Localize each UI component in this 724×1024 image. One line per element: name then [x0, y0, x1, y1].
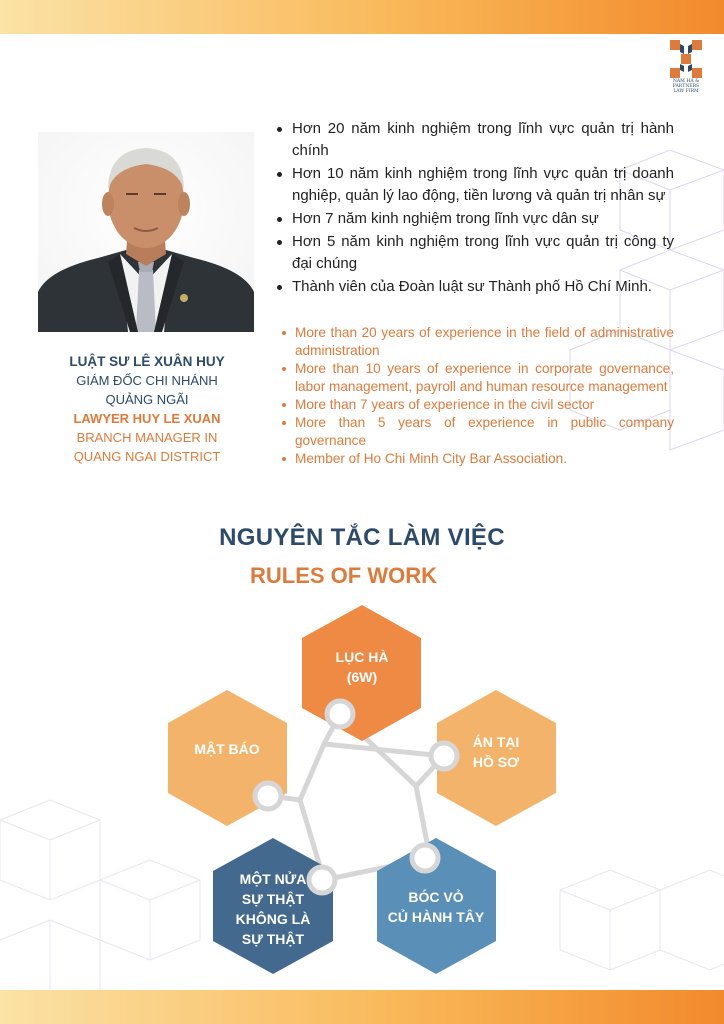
rule-4-line4: SỰ THẬT: [241, 931, 305, 947]
rules-title: NGUYÊN TẮC LÀM VIỆC: [219, 524, 505, 551]
rule-4-line2: SỰ THẬT: [241, 891, 305, 907]
experience-vi-item: Hơn 10 năm kinh nghiệm trong lĩnh vực quản trị doanh nghiệp, quản lý lao động, tiền lương và quản trị nhân sự: [272, 163, 674, 207]
bottom-gradient-band: [0, 990, 724, 1024]
title-en-line1: BRANCH MANAGER IN: [76, 430, 218, 445]
profile-block: [40, 352, 254, 466]
rule-5-line1: MẬT BÁO: [194, 741, 260, 757]
experience-vi-item: Hơn 5 năm kinh nghiệm trong lĩnh vực quản trị công ty đại chúng: [272, 231, 674, 275]
rule-4-line3: KHÔNG LÀ: [235, 911, 311, 927]
experience-en-item: More than 7 years of experience in the civil sector: [280, 396, 674, 414]
experience-en-item: Member of Ho Chi Minh City Bar Association.: [280, 450, 674, 468]
lawyer-name-en: LAWYER HUY LE XUAN: [73, 411, 221, 426]
experience-vi-item: Hơn 7 năm kinh nghiệm trong lĩnh vực dân sự: [272, 208, 674, 230]
experience-en-item: More than 20 years of experience in the field of administrative administration: [280, 324, 674, 360]
logo-text-line2: LAW FIRM: [673, 89, 699, 94]
title-vi-line2: QUẢNG NGÃI: [105, 392, 189, 407]
portrait-of-lawyer-icon: [38, 132, 254, 332]
experience-list-vi: [272, 118, 674, 299]
experience-en-item: More than 5 years of experience in public company governance: [280, 414, 674, 450]
rules-hexagon-diagram: [0, 590, 724, 990]
portrait-photo: [38, 132, 254, 332]
rule-3-line1: BÓC VỎ: [408, 889, 464, 905]
title-en-line2: QUANG NGAI DISTRICT: [73, 449, 221, 464]
lawyer-name-vi: LUẬT SƯ LÊ XUÂN HUY: [69, 354, 225, 369]
experience-vi-item: Hơn 20 năm kinh nghiệm trong lĩnh vực quản trị hành chính: [272, 118, 674, 162]
rule-1-line1: LỤC HÀ: [335, 649, 389, 665]
logo-text-line1: NAM HA & PARTNERS: [672, 79, 700, 89]
logo-text: [662, 79, 710, 94]
rule-hex-1: [302, 605, 421, 741]
rules-subtitle: RULES OF WORK: [250, 563, 437, 588]
top-gradient-band: [0, 0, 724, 34]
experience-vi-item: Thành viên của Đoàn luật sư Thành phố Hồ Chí Minh.: [272, 276, 674, 298]
geometric-cubes-logo-icon: [666, 40, 706, 78]
title-vi-line1: GIÁM ĐỐC CHI NHÁNH: [76, 373, 218, 388]
experience-en-item: More than 10 years of experience in corporate governance, labor management, payroll and human resource management: [280, 360, 674, 396]
experience-list-en: [280, 324, 674, 468]
rule-4-line1: MỘT NỬA: [239, 871, 307, 887]
rule-1-line2: (6W): [346, 669, 378, 685]
rule-2-line2: HỒ SƠ: [472, 754, 520, 770]
rule-2-line1: ÁN TẠI: [472, 734, 520, 750]
rule-3-line2: CỦ HÀNH TÂY: [387, 909, 485, 925]
firm-logo: [662, 40, 710, 94]
